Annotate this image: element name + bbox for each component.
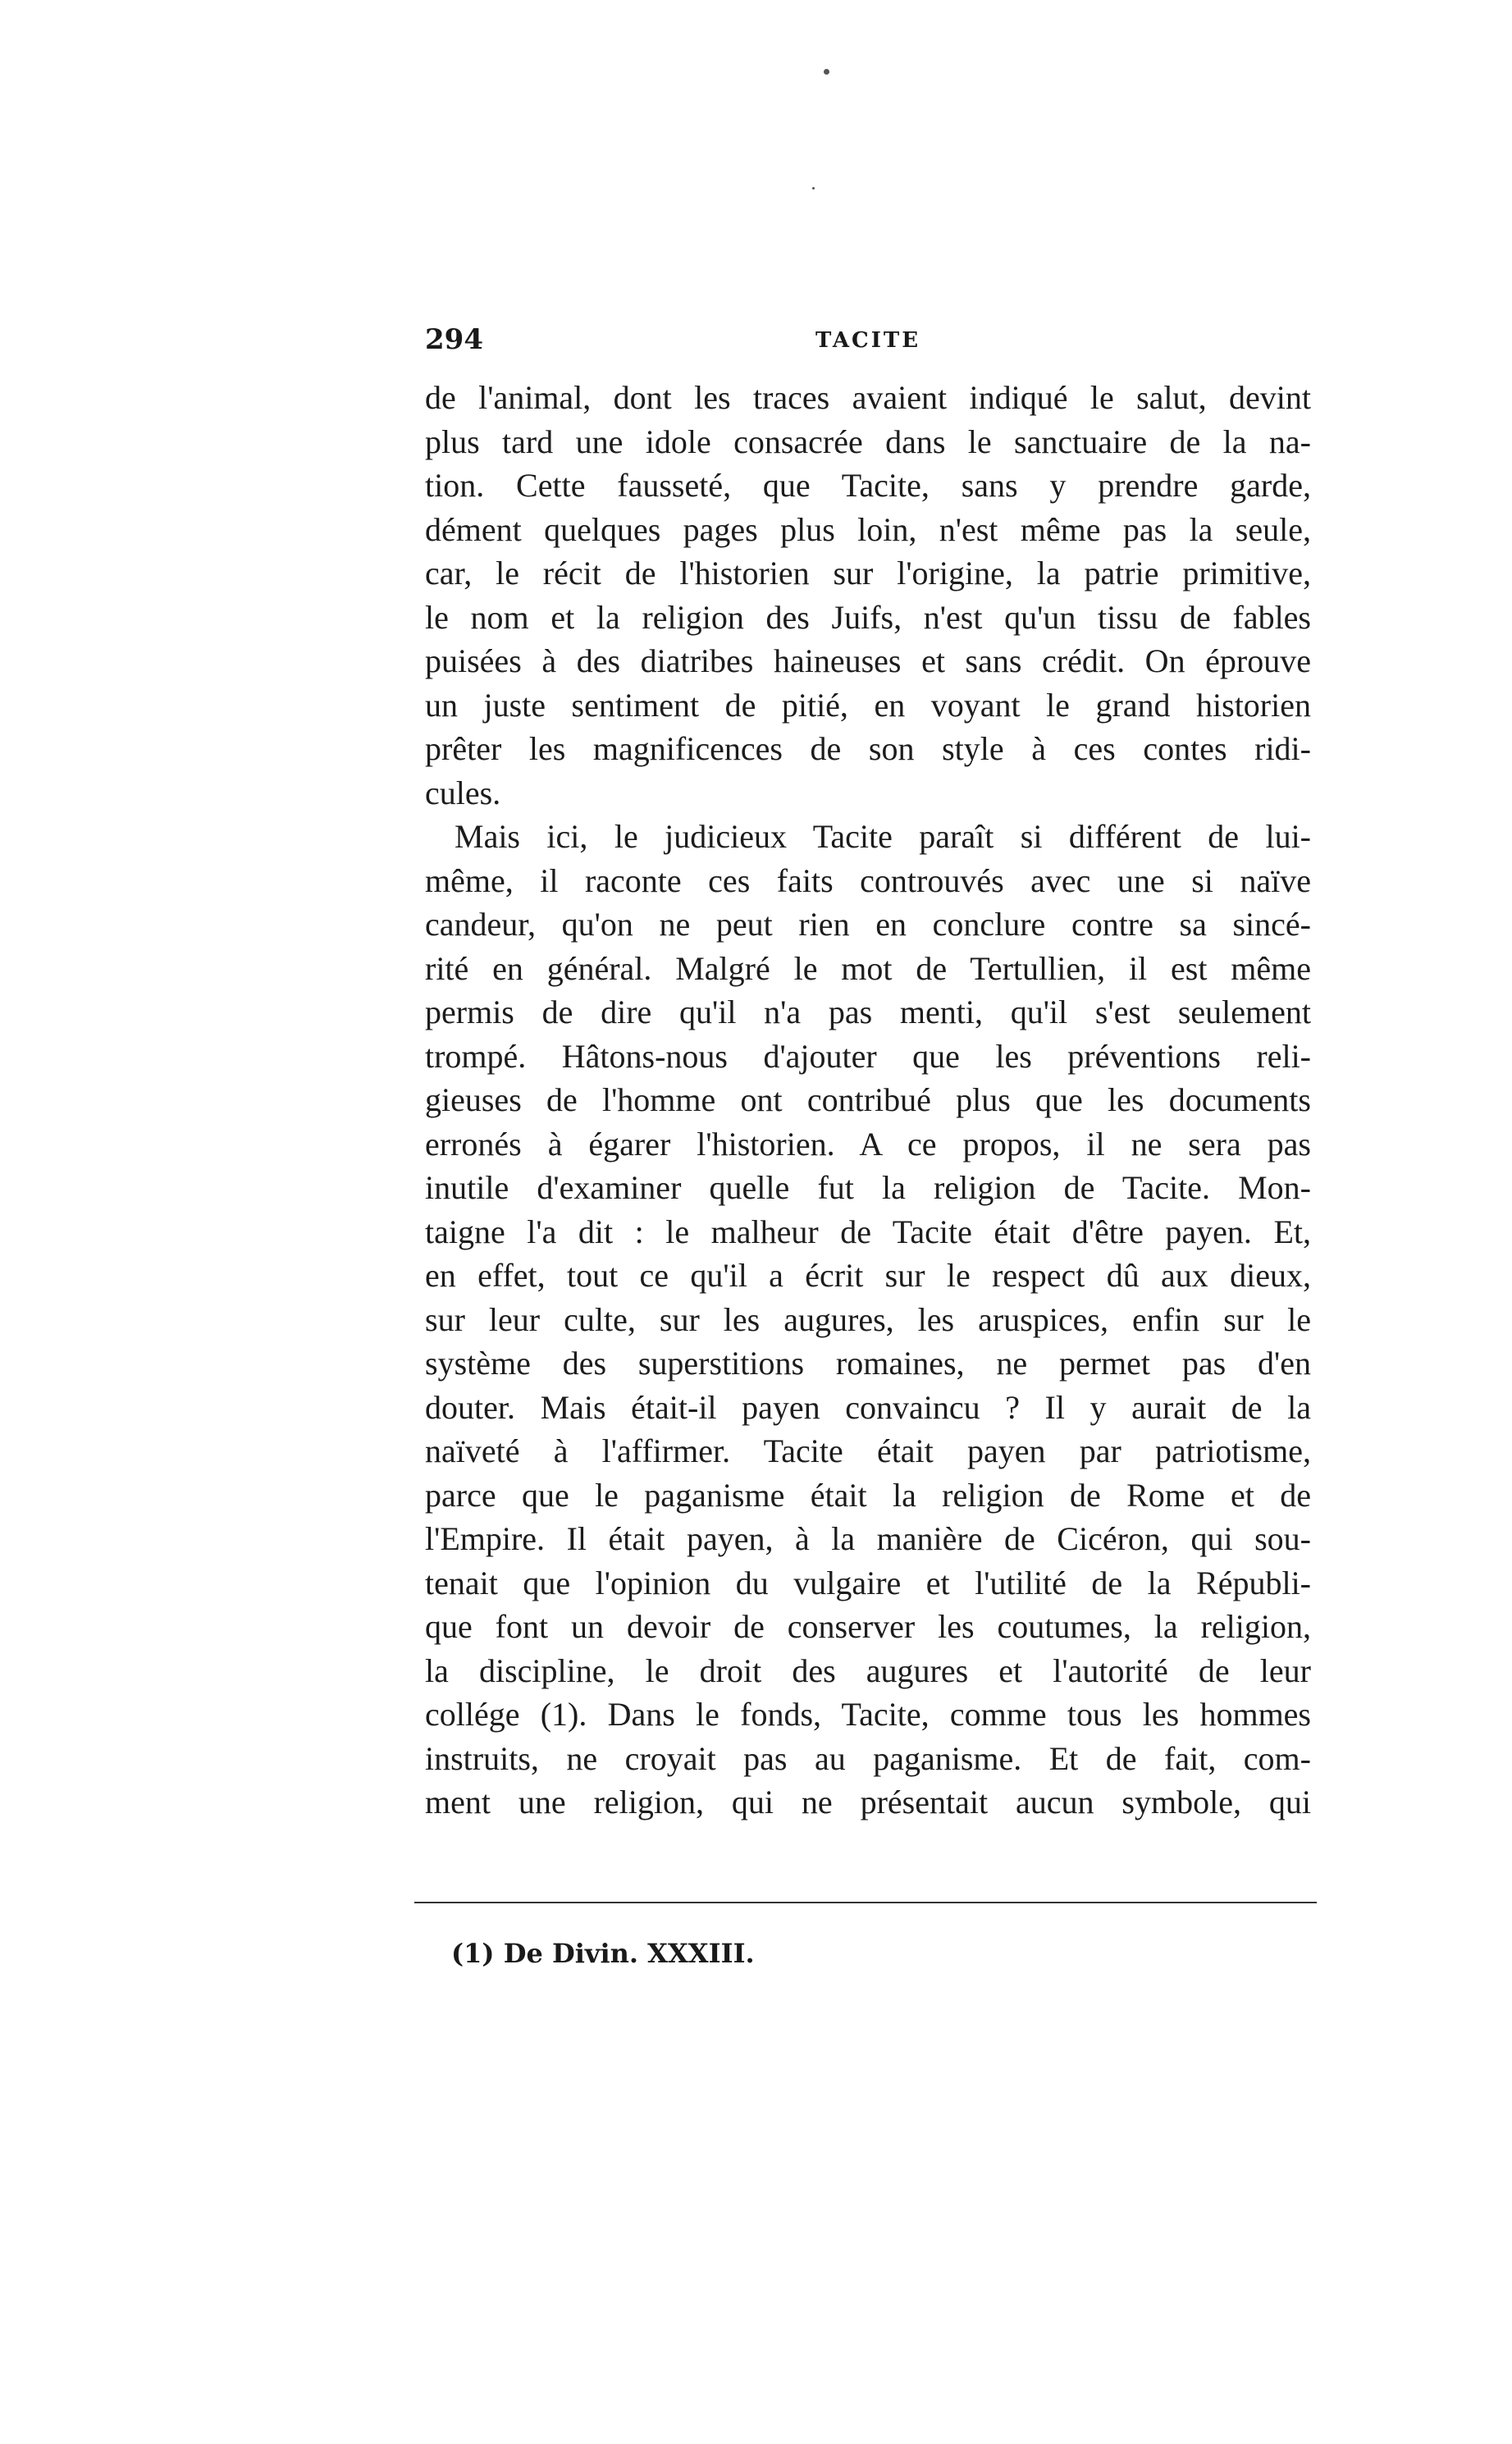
- text-line: douter. Mais était-il payen convaincu ? Il y aurait de la: [425, 1388, 1311, 1426]
- text-line: dément quelques pages plus loin, n'est même pas la seule,: [425, 510, 1311, 548]
- footnote: (1) De Divin. XXXIII.: [451, 1938, 755, 1969]
- text-line: collége (1). Dans le fonds, Tacite, comme tous les hommes: [425, 1696, 1311, 1733]
- text-line: permis de dire qu'il n'a pas menti, qu'il s'est seulement: [425, 994, 1311, 1030]
- text-line: trompé. Hâtons-nous d'ajouter que les préventions reli-: [425, 1037, 1311, 1075]
- ink-speck: [824, 69, 829, 75]
- page-number: 294: [425, 323, 483, 356]
- ink-speck: [812, 187, 815, 190]
- text-line: en effet, tout ce qu'il a écrit sur le respect dû aux dieux,: [425, 1257, 1311, 1294]
- text-line: candeur, qu'on ne peut rien en conclure contre sa sincé-: [425, 906, 1311, 943]
- text-line: que font un devoir de conserver les coutumes, la religion,: [425, 1608, 1311, 1645]
- text-line: erronés à égarer l'historien. A ce propos, il ne sera pas: [425, 1125, 1311, 1163]
- text-line: cules.: [425, 774, 501, 811]
- text-line: l'Empire. Il était payen, à la manière de Cicéron, qui sou-: [425, 1520, 1311, 1557]
- text-line: car, le récit de l'historien sur l'origine, la patrie primitive,: [425, 555, 1311, 592]
- running-title: TACITE: [815, 328, 921, 353]
- text-line: puisées à des diatribes haineuses et sans crédit. On éprouve: [425, 642, 1311, 679]
- text-line: de l'animal, dont les traces avaient indiqué le salut, devint: [425, 379, 1311, 416]
- text-line: tion. Cette fausseté, que Tacite, sans y prendre garde,: [425, 467, 1311, 504]
- text-line: rité en général. Malgré le mot de Tertullien, il est même: [425, 949, 1311, 987]
- text-line: la discipline, le droit des augures et l'autorité de leur: [425, 1651, 1311, 1689]
- text-line: inutile d'examiner quelle fut la religion de Tacite. Mon-: [425, 1169, 1311, 1206]
- text-line: le nom et la religion des Juifs, n'est qu'un tissu de fables: [425, 598, 1311, 636]
- text-line: même, il raconte ces faits controuvés avec une si naïve: [425, 861, 1311, 899]
- text-line: système des superstitions romaines, ne permet pas d'en: [425, 1345, 1311, 1382]
- text-line: Mais ici, le judicieux Tacite paraît si différent de lui-: [455, 818, 1311, 855]
- footnote-divider: [414, 1902, 1317, 1903]
- text-line: parce que le paganisme était la religion de Rome et de: [425, 1476, 1311, 1514]
- running-head: [425, 323, 1311, 372]
- text-line: prêter les magnificences de son style à ces contes ridi-: [425, 730, 1311, 767]
- text-line: un juste sentiment de pitié, en voyant le grand historien: [425, 686, 1311, 724]
- text-line: instruits, ne croyait pas au paganisme. Et de fait, com-: [425, 1739, 1311, 1777]
- text-line: taigne l'a dit : le malheur de Tacite était d'être payen. Et,: [425, 1213, 1311, 1250]
- text-line: gieuses de l'homme ont contribué plus que les documents: [425, 1081, 1311, 1118]
- text-line: plus tard une idole consacrée dans le sanctuaire de la na-: [425, 423, 1311, 460]
- text-line: tenait que l'opinion du vulgaire et l'utilité de la Républi-: [425, 1564, 1311, 1601]
- text-line: ment une religion, qui ne présentait aucun symbole, qui: [425, 1784, 1311, 1820]
- body-text: [425, 376, 1311, 1825]
- text-line: naïveté à l'affirmer. Tacite était payen par patriotisme,: [425, 1432, 1311, 1469]
- text-line: sur leur culte, sur les augures, les aruspices, enfin sur le: [425, 1300, 1311, 1338]
